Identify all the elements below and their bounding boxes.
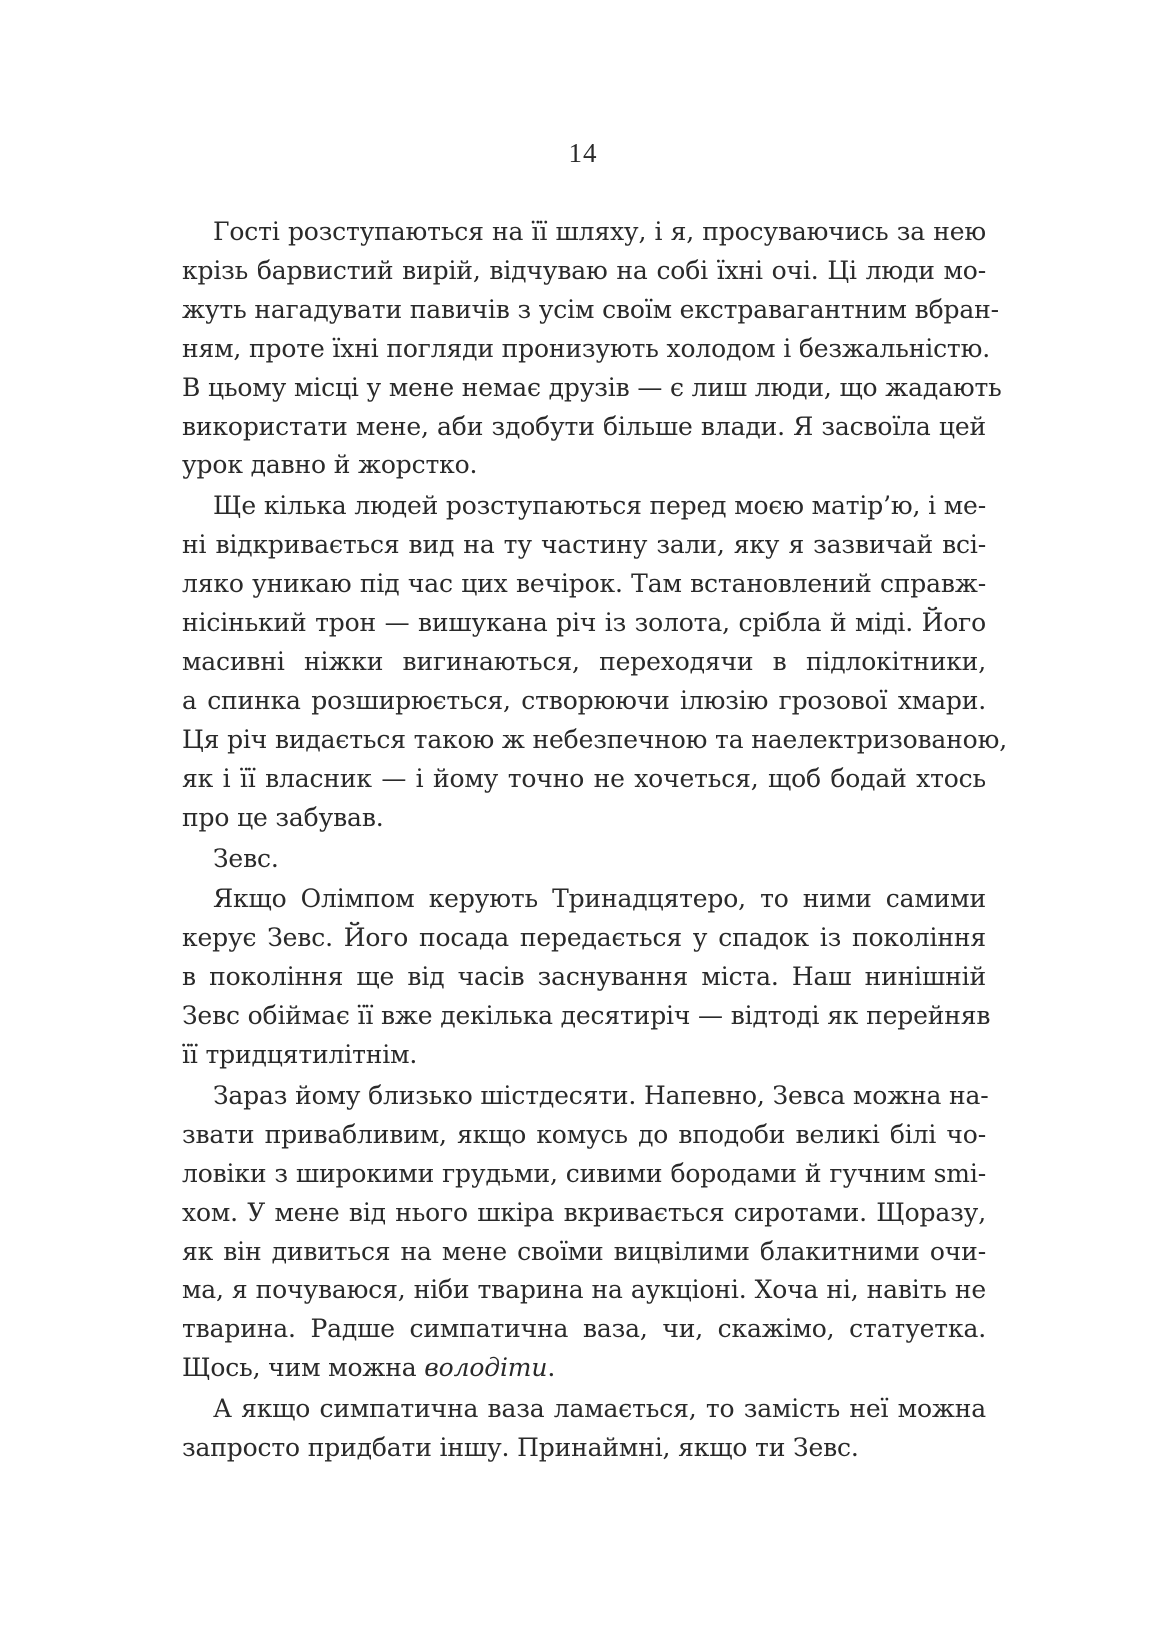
- text-line: жуть нагадувати павичів з усім своїм екстравагантним вбран-: [182, 294, 999, 324]
- text-segment: Щось, чим можна: [182, 1353, 425, 1383]
- text-line: [182, 1349, 986, 1388]
- text-line: керує Зевс. Його посада передається у спадок із покоління: [182, 923, 986, 953]
- text-line: Якщо Олімпом керують Тринадцятеро, то ними самими: [213, 884, 986, 914]
- text-line: про це забував.: [182, 802, 384, 832]
- text-line: Зараз йому близько шістдесяти. Напевно, Зевса можна на-: [213, 1080, 989, 1110]
- text-line: звати привабливим, якщо комусь до вподоби великі білі чо-: [182, 1119, 986, 1149]
- text-line: ні відкривається вид на ту частину зали, яку я зазвичай всі-: [182, 530, 986, 560]
- text-line: запросто придбати іншу. Принаймні, якщо ти Зевс.: [182, 1433, 859, 1463]
- text-line: нісінький трон — вишукана річ із золота, срібла й міді. Його: [182, 608, 986, 638]
- paragraph-6: [182, 1390, 986, 1468]
- paragraph-1: [182, 213, 1002, 485]
- text-line: ням, проте їхні погляди пронизують холодом і безжальністю.: [182, 333, 991, 363]
- text-line: ма, я почуваюся, ніби тварина на аукціоні. Хоча ні, навіть не: [182, 1275, 986, 1305]
- text-line: як він дивиться на мене своїми вицвілими блакитними очи-: [182, 1236, 986, 1266]
- text-line: Ця річ видається такою ж небезпечною та наелектризованою,: [182, 724, 1007, 754]
- text-line: в покоління ще від часів заснування міста. Наш нинішній: [182, 962, 986, 992]
- text-line: ловіки з широкими грудьми, сивими бородами й гучним smі-: [182, 1158, 986, 1188]
- text-segment: .: [547, 1353, 556, 1383]
- text-line: А якщо симпатична ваза ламається, то замість неї можна: [213, 1394, 986, 1424]
- text-line: крізь барвистий вирій, відчуваю на собі їхні очі. Ці люди мо-: [182, 255, 986, 285]
- text-line: як і її власник — і йому точно не хочеться, щоб бодай хтось: [182, 763, 986, 793]
- text-line: а спинка розширюється, створюючи ілюзію грозової хмари.: [182, 685, 986, 715]
- text-line: Зевс.: [213, 843, 279, 873]
- paragraph-2: [182, 487, 1007, 837]
- text-line: тварина. Радше симпатична ваза, чи, скажімо, статуетка.: [182, 1314, 986, 1344]
- text-line: Зевс обіймає її вже декілька десятиріч — відтоді як перейняв: [182, 1001, 991, 1031]
- text-line: її тридцятилітнім.: [182, 1040, 418, 1070]
- text-line: урок давно й жорстко.: [182, 450, 478, 480]
- text-line: ляко уникаю під час цих вечірок. Там встановлений справж-: [182, 569, 986, 599]
- text-line: В цьому місці у мене немає друзів — є лиш люди, що жадають: [182, 372, 1002, 402]
- text-line: хом. У мене від нього шкіра вкривається сиротами. Щоразу,: [182, 1197, 986, 1227]
- paragraph-3: [182, 840, 986, 879]
- text-line: масивні ніжки вигинаються, переходячи в підлокітники,: [182, 646, 986, 676]
- text-line: Ще кілька людей розступаються перед моєю матір’ю, і ме-: [213, 491, 987, 521]
- text-line: використати мене, аби здобути більше влади. Я засвоїла цей: [182, 411, 986, 441]
- page-number: 14: [568, 138, 598, 168]
- body-text: [182, 213, 1007, 1470]
- text-line: Гості розступаються на її шляху, і я, просуваючись за нею: [213, 217, 986, 246]
- paragraph-4: [182, 880, 991, 1075]
- paragraph-5: [182, 1077, 989, 1388]
- italic-emphasis: володіти: [424, 1353, 548, 1383]
